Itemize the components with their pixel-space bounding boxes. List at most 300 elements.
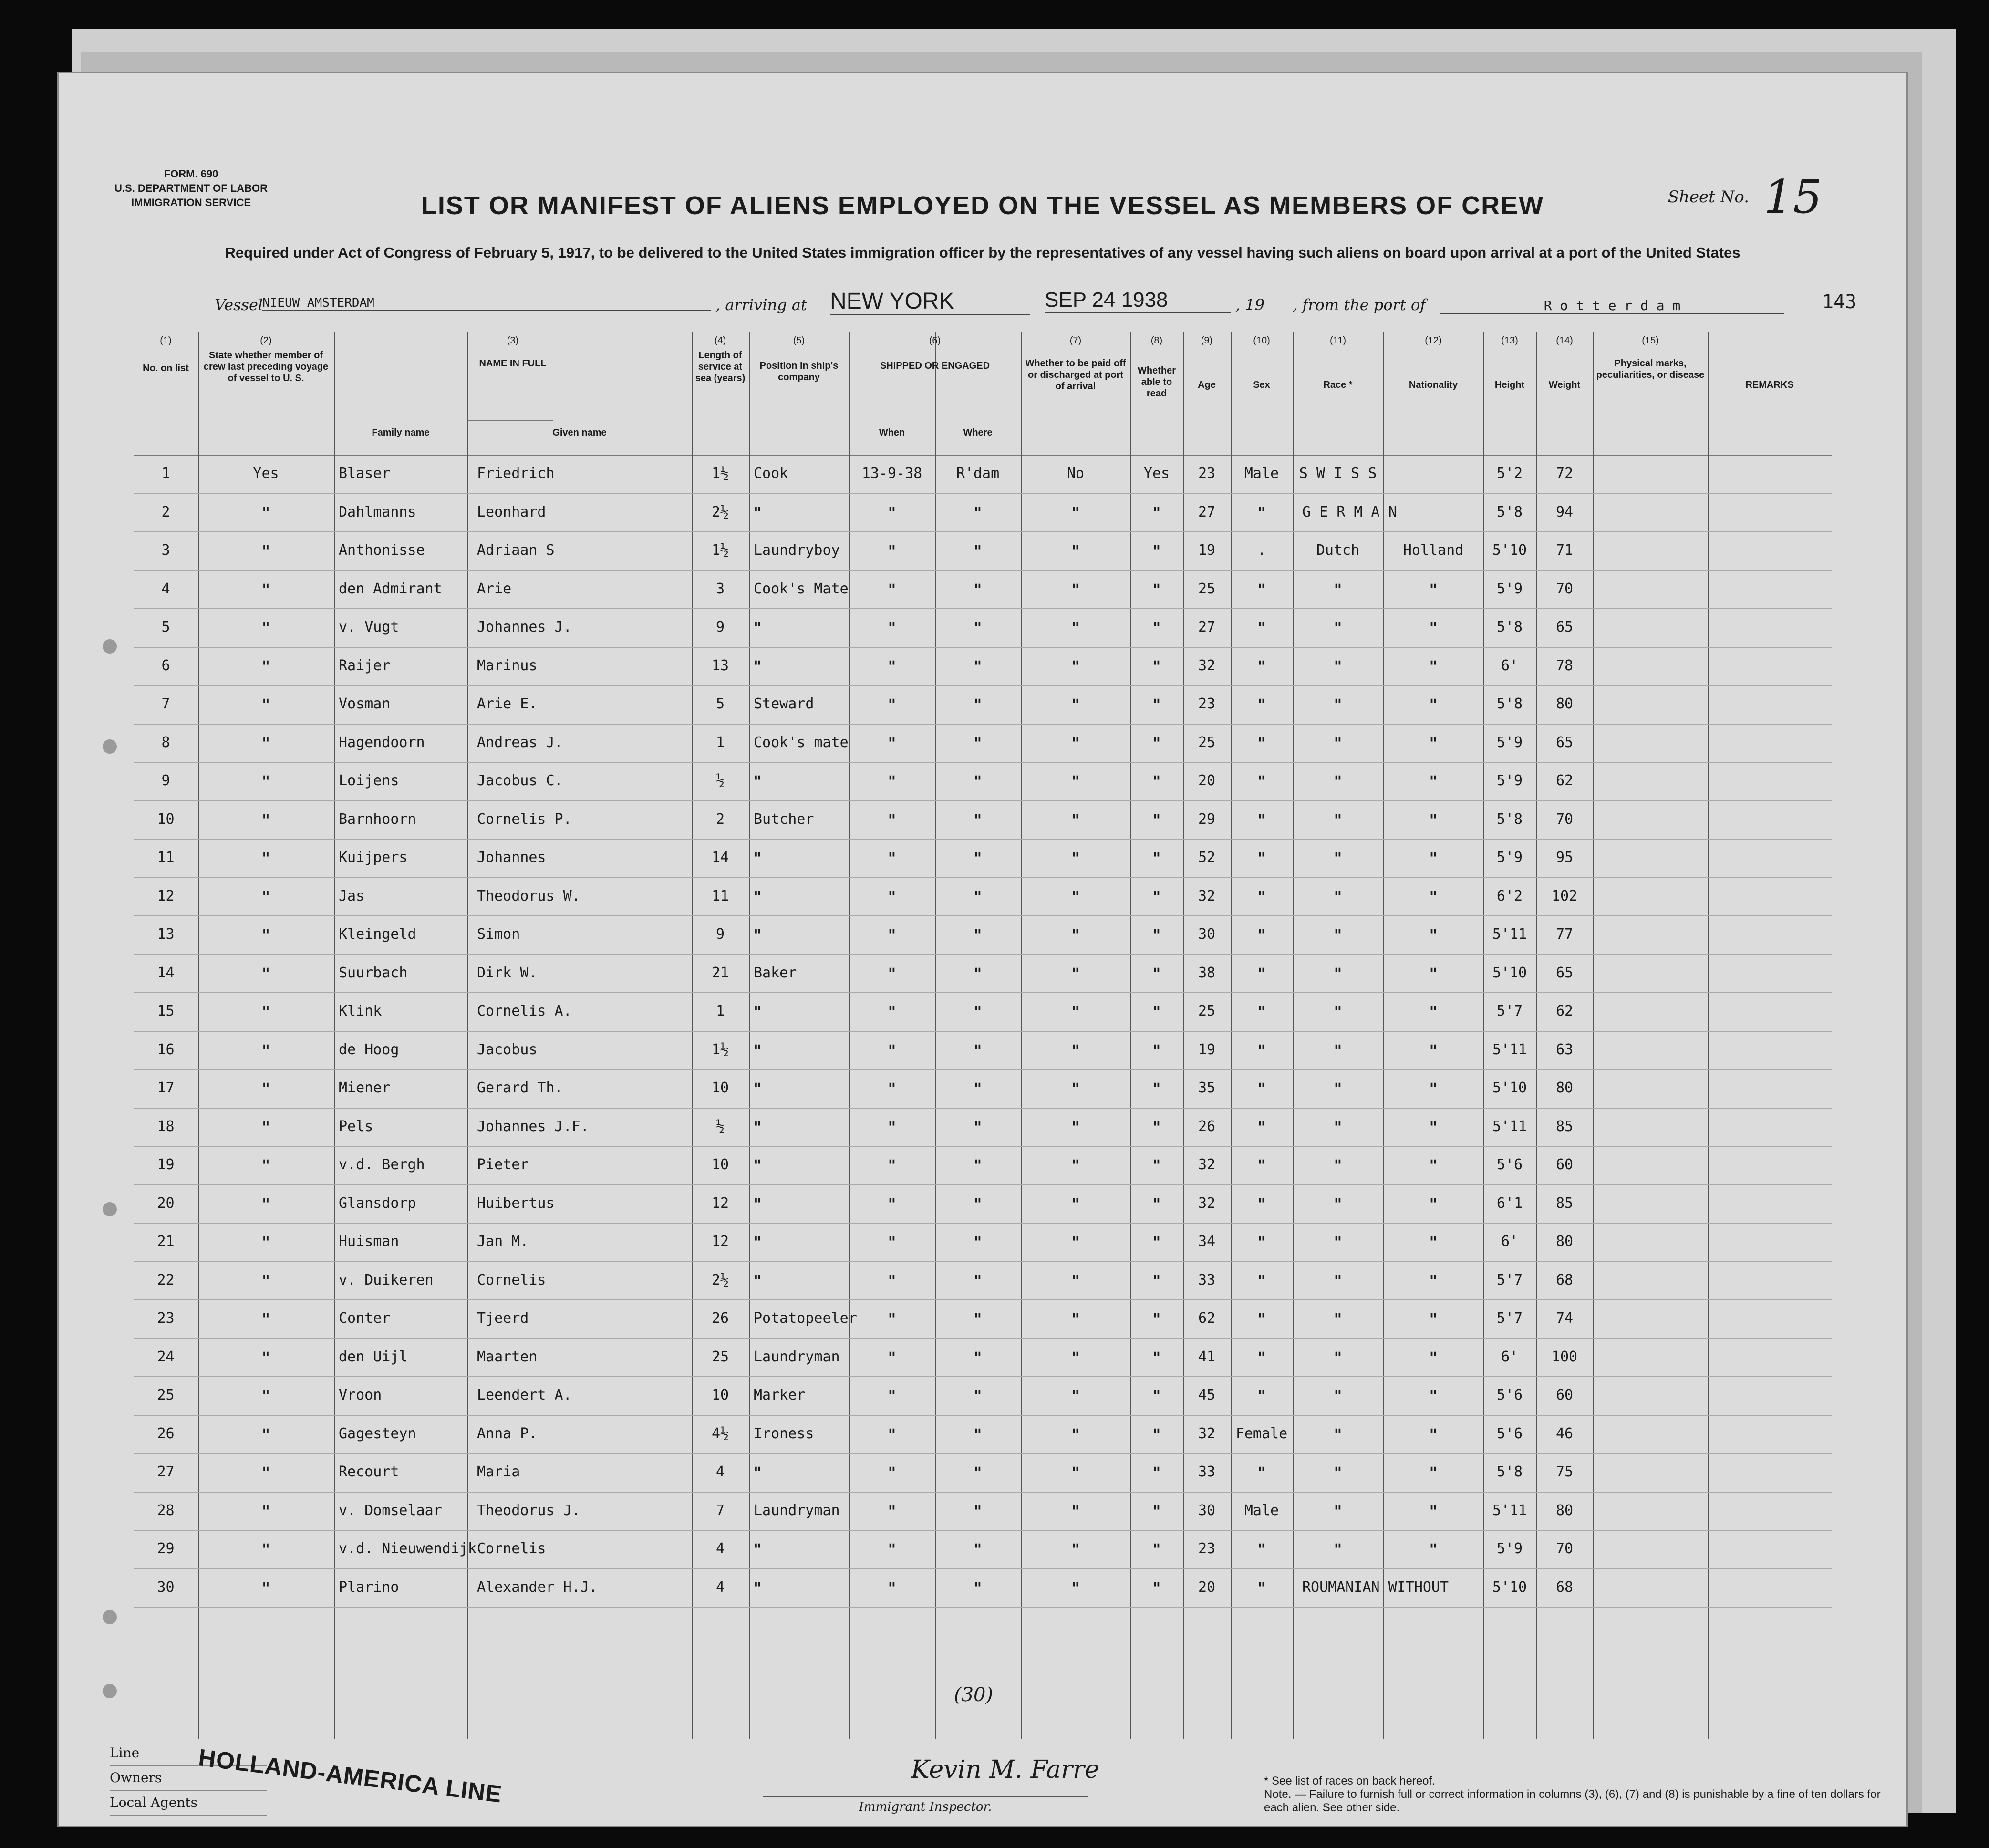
cell-position: " <box>754 1271 762 1290</box>
cell-given: Jan M. <box>477 1233 529 1250</box>
cell-where: " <box>974 542 982 560</box>
cell-sex: " <box>1257 849 1266 867</box>
year-label: , 19 <box>1235 296 1265 314</box>
cell-sex: Male <box>1244 465 1279 482</box>
cell-height: 5'6 <box>1496 1156 1523 1173</box>
cell-sex: " <box>1257 1540 1266 1558</box>
cell-crew: " <box>262 542 270 560</box>
cell-height: 5'6 <box>1496 1387 1523 1403</box>
cell-when: 13-9-38 <box>861 465 922 482</box>
cell-when: " <box>888 1080 896 1098</box>
cell-position: Laundryman <box>754 1348 840 1365</box>
col-header-name: NAME IN FULL <box>479 358 547 369</box>
cell-where: " <box>974 964 982 983</box>
cell-crew: Yes <box>253 465 279 482</box>
cell-no: 8 <box>161 734 170 751</box>
row-rule <box>134 647 1832 648</box>
col-header-service: Length of service at sea (years) <box>695 350 746 384</box>
cell-read: Yes <box>1143 465 1170 482</box>
cell-no: 4 <box>161 580 170 597</box>
cell-when: " <box>888 887 896 906</box>
cell-crew: " <box>262 887 270 906</box>
cell-height: 5'8 <box>1496 503 1523 520</box>
cell-where: " <box>974 580 982 599</box>
cell-weight: 77 <box>1555 926 1574 943</box>
cell-race: " <box>1334 926 1342 944</box>
cell-family: Miener <box>339 1080 391 1096</box>
row-rule <box>134 839 1832 840</box>
cell-when: " <box>888 964 896 983</box>
cell-when: " <box>888 926 896 944</box>
cell-family: Conter <box>339 1310 391 1327</box>
cell-weight: 65 <box>1555 964 1574 981</box>
cell-read: " <box>1152 772 1161 790</box>
cell-weight: 94 <box>1555 503 1574 520</box>
cell-crew: " <box>262 964 270 983</box>
cell-nationality: " <box>1429 1041 1438 1059</box>
row-rule <box>134 762 1832 763</box>
col-num: (9) <box>1201 335 1213 346</box>
cell-where: " <box>974 1578 982 1597</box>
cell-weight: 72 <box>1555 465 1574 482</box>
cell-weight: 75 <box>1555 1464 1574 1480</box>
cell-paid: " <box>1071 926 1080 944</box>
row-rule <box>134 1530 1832 1531</box>
punch-hole <box>103 1684 117 1698</box>
cell-sex: " <box>1257 734 1266 752</box>
col-divider <box>467 332 468 1739</box>
cell-service: 4 <box>715 1578 725 1596</box>
cell-age: 30 <box>1198 926 1216 943</box>
cell-given: Johannes <box>477 849 546 866</box>
cell-when: " <box>888 1310 896 1328</box>
cell-crew: " <box>262 657 270 675</box>
col-num: (15) <box>1642 335 1659 346</box>
cell-position: " <box>754 1540 762 1558</box>
cell-where: " <box>974 1540 982 1558</box>
cell-age: 32 <box>1198 1425 1216 1442</box>
cell-crew: " <box>262 1387 270 1405</box>
cell-family: Jas <box>339 887 365 904</box>
page-title: LIST OR MANIFEST OF ALIENS EMPLOYED ON THE VESSEL AS MEMBERS OF CREW <box>421 191 1544 220</box>
row-rule <box>134 1184 1832 1185</box>
cell-read: " <box>1152 1387 1161 1405</box>
cell-no: 18 <box>157 1118 175 1135</box>
cell-paid: " <box>1071 657 1080 675</box>
row-rule <box>134 1031 1832 1032</box>
cell-age: 38 <box>1198 964 1216 981</box>
cell-read: " <box>1152 1156 1161 1174</box>
inspector-label: Immigrant Inspector. <box>859 1800 992 1814</box>
col-header-nationality: Nationality <box>1409 380 1458 390</box>
cell-where: " <box>974 1310 982 1328</box>
cell-age: 25 <box>1198 580 1216 597</box>
cell-position: Potatopeeler <box>754 1310 857 1327</box>
cell-race: S W I S S <box>1299 465 1377 482</box>
cell-height: 5'9 <box>1496 734 1523 751</box>
cell-family: Barnhoorn <box>339 810 416 828</box>
cell-read: " <box>1152 1118 1161 1136</box>
row-rule <box>134 608 1832 609</box>
company-stamp: HOLLAND-AMERICA LINE <box>197 1744 504 1808</box>
cell-no: 7 <box>161 696 170 712</box>
cell-read: " <box>1152 1540 1161 1558</box>
col-divider <box>1708 332 1709 1739</box>
cell-sex: " <box>1257 772 1266 790</box>
row-rule <box>134 915 1832 916</box>
row-rule <box>134 1492 1832 1493</box>
cell-read: " <box>1152 1080 1161 1098</box>
cell-paid: " <box>1071 619 1080 637</box>
cell-service: 4 <box>715 1464 725 1480</box>
cell-no: 26 <box>157 1425 175 1442</box>
cell-height: 5'2 <box>1496 465 1523 482</box>
cell-service: 1 <box>715 1003 725 1019</box>
cell-service: 5 <box>715 696 725 712</box>
cell-age: 25 <box>1198 1003 1216 1019</box>
cell-nationality: " <box>1429 1194 1438 1213</box>
form-number: FORM. 690 <box>164 168 218 180</box>
cell-race: " <box>1334 1348 1342 1367</box>
footer-notes <box>1264 1775 1884 1815</box>
row-rule <box>134 1146 1832 1147</box>
col-num: (8) <box>1150 335 1163 346</box>
cell-no: 10 <box>157 810 175 828</box>
cell-nationality: Holland <box>1403 542 1464 559</box>
cell-service: 10 <box>711 1156 729 1173</box>
cell-where: " <box>974 1003 982 1021</box>
cell-weight: 46 <box>1555 1425 1574 1442</box>
cell-paid: " <box>1071 1233 1080 1251</box>
row-rule <box>134 531 1832 532</box>
cell-where: " <box>974 1464 982 1482</box>
cell-crew: " <box>262 1578 270 1597</box>
cell-no: 29 <box>157 1540 175 1557</box>
cell-paid: " <box>1071 1118 1080 1136</box>
cell-weight: 60 <box>1555 1156 1574 1173</box>
cell-when: " <box>888 657 896 675</box>
cell-given: Johannes J. <box>477 619 572 635</box>
cell-when: " <box>888 1233 896 1251</box>
cell-read: " <box>1152 1233 1161 1251</box>
cell-paid: " <box>1071 849 1080 867</box>
cell-paid: " <box>1071 1425 1080 1443</box>
cell-nationality: " <box>1429 887 1438 906</box>
cell-no: 17 <box>157 1080 175 1096</box>
cell-position: Laundryboy <box>754 542 840 559</box>
row-rule <box>134 724 1832 725</box>
cell-service: 11 <box>711 887 729 904</box>
cell-sex: . <box>1257 542 1266 559</box>
cell-sex: " <box>1257 1156 1266 1174</box>
cell-when: " <box>888 1041 896 1059</box>
cell-height: 5'7 <box>1496 1310 1523 1327</box>
cell-nationality: " <box>1429 1387 1438 1405</box>
cell-age: 27 <box>1198 619 1216 635</box>
cell-position: " <box>754 1233 762 1251</box>
cell-family: Anthonisse <box>339 542 425 559</box>
punch-hole <box>103 639 117 654</box>
cell-given: Leendert A. <box>477 1387 572 1403</box>
cell-family: Vosman <box>339 696 391 712</box>
manifest-table <box>134 332 1832 1739</box>
cell-position: " <box>754 1464 762 1482</box>
cell-nationality: " <box>1429 926 1438 944</box>
cell-weight: 85 <box>1555 1118 1574 1135</box>
cell-given: Alexander H.J. <box>477 1578 598 1596</box>
count-note: (30) <box>954 1684 994 1706</box>
cell-given: Leonhard <box>477 503 546 520</box>
cell-no: 12 <box>157 887 175 904</box>
cell-paid: " <box>1071 964 1080 983</box>
cell-race: " <box>1334 1425 1342 1443</box>
cell-given: Pieter <box>477 1156 529 1173</box>
cell-family: v. Duikeren <box>339 1271 434 1288</box>
cell-crew: " <box>262 1041 270 1059</box>
cell-no: 1 <box>161 465 170 482</box>
cell-weight: 80 <box>1555 1080 1574 1096</box>
col-header-age: Age <box>1198 380 1216 390</box>
row-rule <box>134 1069 1832 1070</box>
cell-given: Cornelis A. <box>477 1003 572 1019</box>
cell-race: " <box>1334 1003 1342 1021</box>
cell-position: " <box>754 772 762 790</box>
signature-line <box>763 1796 1088 1797</box>
header-bottom <box>134 455 1832 456</box>
row-rule <box>134 1261 1832 1262</box>
owners-label: Owners <box>110 1766 267 1791</box>
cell-weight: 74 <box>1555 1310 1574 1327</box>
cell-given: Tjeerd <box>477 1310 529 1327</box>
cell-service: 4 <box>715 1540 725 1557</box>
cell-paid: " <box>1071 1387 1080 1405</box>
cell-crew: " <box>262 619 270 637</box>
cell-race: " <box>1334 1041 1342 1059</box>
cell-no: 3 <box>161 542 170 559</box>
cell-weight: 62 <box>1555 772 1574 789</box>
cell-given: Arie <box>477 580 512 597</box>
col-num: (11) <box>1329 335 1347 346</box>
cell-read: " <box>1152 542 1161 560</box>
page-subtitle: Required under Act of Congress of February 5, 1917, to be delivered to the United States immigration officer by the representatives of any vessel having such aliens on board upon arrival at a port of the United States <box>225 244 1740 261</box>
row-rule <box>134 493 1832 494</box>
cell-paid: " <box>1071 1540 1080 1558</box>
cell-age: 33 <box>1198 1271 1216 1288</box>
cell-where: " <box>974 1118 982 1136</box>
cell-family: Kleingeld <box>339 926 416 943</box>
cell-sex: " <box>1257 1271 1266 1290</box>
row-rule <box>134 954 1832 955</box>
cell-height: 5'8 <box>1496 619 1523 635</box>
cell-read: " <box>1152 1502 1161 1520</box>
cell-paid: " <box>1071 1348 1080 1367</box>
cell-service: 10 <box>711 1080 729 1096</box>
races-note: * See list of races on back hereof. <box>1264 1775 1435 1787</box>
cell-when: " <box>888 1578 896 1597</box>
cell-position: " <box>754 619 762 637</box>
cell-crew: " <box>262 1464 270 1482</box>
cell-paid: " <box>1071 734 1080 752</box>
cell-age: 23 <box>1198 1540 1216 1557</box>
cell-read: " <box>1152 734 1161 752</box>
cell-crew: " <box>262 503 270 522</box>
cell-weight: 63 <box>1555 1041 1574 1058</box>
cell-when: " <box>888 1271 896 1290</box>
cell-race: " <box>1334 1080 1342 1098</box>
cell-position: " <box>754 1003 762 1021</box>
cell-height: 5'9 <box>1496 1540 1523 1557</box>
cell-position: Cook's Mate <box>754 580 849 597</box>
col-num: (5) <box>793 335 805 346</box>
cell-service: 14 <box>711 849 729 866</box>
header-divider <box>467 420 553 421</box>
cell-given: Cornelis <box>477 1540 546 1557</box>
cell-race: " <box>1334 810 1342 829</box>
cell-where: " <box>974 1080 982 1098</box>
cell-when: " <box>888 503 896 522</box>
cell-given: Cornelis <box>477 1271 546 1288</box>
department: U.S. DEPARTMENT OF LABOR <box>114 182 268 194</box>
row-rule <box>134 1453 1832 1454</box>
cell-given: Theodorus J. <box>477 1502 580 1519</box>
cell-sex: " <box>1257 503 1266 522</box>
fine-note: Note. — Failure to furnish full or correct information in columns (3), (6), (7) and (8) is punishable by a fine of ten dollars for each alien. See other side. <box>1264 1788 1881 1814</box>
cell-age: 30 <box>1198 1502 1216 1519</box>
cell-family: Dahlmanns <box>339 503 416 520</box>
cell-paid: " <box>1071 887 1080 906</box>
sheet-label: Sheet No. <box>1668 187 1750 207</box>
cell-sex: " <box>1257 887 1266 906</box>
cell-when: " <box>888 810 896 829</box>
cell-service: 12 <box>711 1233 729 1250</box>
cell-when: " <box>888 1194 896 1213</box>
cell-weight: 78 <box>1555 657 1574 674</box>
cell-where: " <box>974 1041 982 1059</box>
cell-service: 2 <box>715 810 725 828</box>
cell-paid: " <box>1071 1080 1080 1098</box>
cell-sex: " <box>1257 696 1266 714</box>
cell-nationality: " <box>1429 696 1438 714</box>
cell-weight: 70 <box>1555 810 1574 828</box>
cell-position: Cook <box>754 465 788 482</box>
col-num: (10) <box>1253 335 1270 346</box>
cell-read: " <box>1152 1310 1161 1328</box>
cell-given: Gerard Th. <box>477 1080 563 1096</box>
cell-service: 1 <box>715 734 725 751</box>
cell-age: 34 <box>1198 1233 1216 1250</box>
punch-hole <box>103 1610 117 1624</box>
cell-height: 5'10 <box>1492 964 1527 981</box>
cell-nationality: " <box>1429 1464 1438 1482</box>
cell-weight: 65 <box>1555 734 1574 751</box>
cell-nationality: " <box>1429 734 1438 752</box>
cell-sex: " <box>1257 1387 1266 1405</box>
cell-sex: " <box>1257 1233 1266 1251</box>
cell-crew: " <box>262 1348 270 1367</box>
cell-crew: " <box>262 1233 270 1251</box>
cell-given: Maarten <box>477 1348 538 1365</box>
cell-when: " <box>888 1387 896 1405</box>
cell-nationality: " <box>1429 1271 1438 1290</box>
col-header-paid: Whether to be paid off or discharged at port of arrival <box>1025 358 1126 392</box>
cell-weight: 68 <box>1555 1578 1574 1596</box>
cell-sex: " <box>1257 1464 1266 1482</box>
vessel-line <box>215 288 1857 329</box>
cell-crew: " <box>262 580 270 599</box>
cell-family: Suurbach <box>339 964 408 981</box>
cell-nationality: " <box>1429 849 1438 867</box>
cell-age: 32 <box>1198 657 1216 674</box>
cell-age: 32 <box>1198 1194 1216 1212</box>
cell-weight: 68 <box>1555 1271 1574 1288</box>
cell-read: " <box>1152 810 1161 829</box>
cell-when: " <box>888 1502 896 1520</box>
cell-height: 5'8 <box>1496 1464 1523 1480</box>
cell-sex: " <box>1257 1080 1266 1098</box>
cell-sex: " <box>1257 1003 1266 1021</box>
cell-family: Huisman <box>339 1233 399 1250</box>
arrival-port: NEW YORK <box>830 288 1030 315</box>
cell-age: 35 <box>1198 1080 1216 1096</box>
row-rule <box>134 1607 1832 1608</box>
col-num: (13) <box>1501 335 1518 346</box>
row-rule <box>134 877 1832 878</box>
cell-crew: " <box>262 1540 270 1558</box>
cell-service: 9 <box>715 619 725 635</box>
cell-where: R'dam <box>956 465 1000 482</box>
cell-read: " <box>1152 849 1161 867</box>
cell-height: 5'11 <box>1492 1041 1527 1058</box>
cell-sex: Male <box>1244 1502 1279 1519</box>
cell-age: 20 <box>1198 1578 1216 1596</box>
cell-height: 6' <box>1501 1348 1519 1365</box>
cell-crew: " <box>262 1310 270 1328</box>
cell-sex: " <box>1257 580 1266 599</box>
cell-no: 21 <box>157 1233 175 1250</box>
col-header-given: Given name <box>552 427 607 438</box>
cell-race: " <box>1334 1156 1342 1174</box>
cell-read: " <box>1152 1348 1161 1367</box>
cell-weight: 70 <box>1555 580 1574 597</box>
inspector-block <box>763 1767 1088 1814</box>
col-header-position: Position in ship's company <box>759 361 839 383</box>
cell-when: " <box>888 580 896 599</box>
cell-where: " <box>974 1502 982 1520</box>
cell-read: " <box>1152 503 1161 522</box>
cell-height: 6' <box>1501 1233 1519 1250</box>
cell-paid: " <box>1071 696 1080 714</box>
cell-service: 3 <box>715 580 725 597</box>
cell-crew: " <box>262 1118 270 1136</box>
cell-paid: " <box>1071 1464 1080 1482</box>
cell-race: " <box>1334 1271 1342 1290</box>
cell-nationality: " <box>1429 772 1438 790</box>
cell-weight: 85 <box>1555 1194 1574 1212</box>
cell-nationality: " <box>1429 1310 1438 1328</box>
cell-race: " <box>1334 1464 1342 1482</box>
cell-weight: 60 <box>1555 1387 1574 1403</box>
cell-where: " <box>974 1271 982 1290</box>
col-divider <box>1593 332 1594 1739</box>
cell-age: 23 <box>1198 465 1216 482</box>
cell-sex: " <box>1257 926 1266 944</box>
cell-age: 33 <box>1198 1464 1216 1480</box>
cell-where: " <box>974 772 982 790</box>
cell-race: " <box>1334 1310 1342 1328</box>
cell-paid: " <box>1071 542 1080 560</box>
cell-given: Anna P. <box>477 1425 538 1442</box>
cell-weight: 65 <box>1555 619 1574 635</box>
